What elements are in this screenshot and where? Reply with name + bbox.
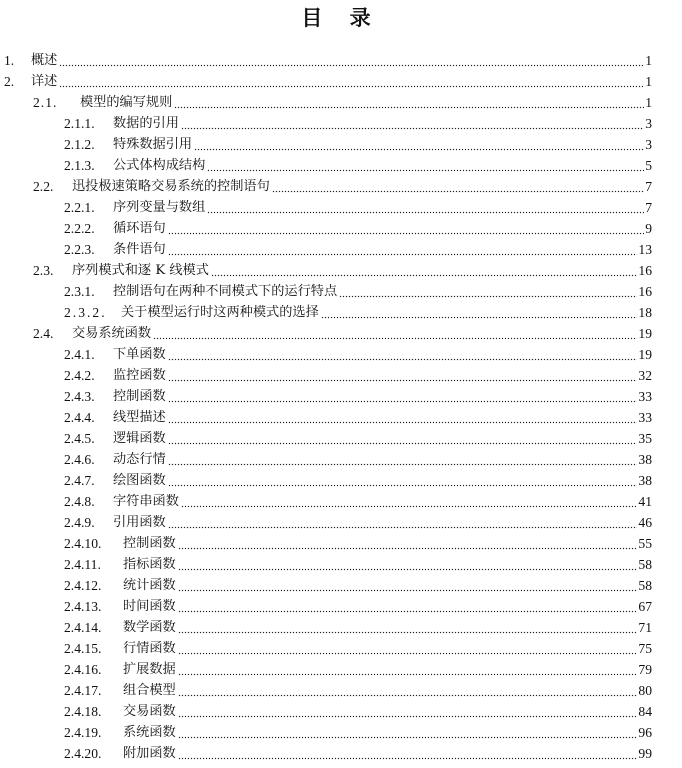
toc-entry-2-4-2[interactable] [64,365,652,385]
entry-number: 2.4.19. [64,725,102,740]
entry-page: 46 [638,515,652,530]
entry-number: 2.4.4. [64,410,95,425]
entry-page: 96 [638,725,652,740]
entry-number: 2.2.3. [64,242,95,257]
toc-entry-2[interactable] [4,71,652,91]
entry-title: 特殊数据引用 [113,137,193,152]
toc-entry-2-3[interactable] [33,260,652,280]
entry-page: 9 [645,221,652,236]
entry-title: 控制语句在两种不同模式下的运行特点 [113,284,338,299]
entry-page: 35 [638,431,652,446]
entry-title: 监控函数 [113,368,166,383]
toc-entry-2-3-2[interactable] [64,302,652,322]
dot-leader [168,421,638,424]
dot-leader [168,442,638,445]
entry-number: 2.2.2. [64,221,95,236]
toc-entry-2-2-2[interactable] [64,218,652,238]
entry-page: 99 [638,746,652,761]
dot-leader [168,379,638,382]
entry-title: 指标函数 [123,557,176,572]
entry-title: 绘图函数 [113,473,166,488]
entry-number: 2.2.1. [64,200,95,215]
entry-title: 交易系统函数 [72,326,152,341]
toc-entry-2-4-16[interactable] [64,659,652,679]
entry-title: 组合模型 [123,683,176,698]
toc-entry-2-1[interactable] [33,92,652,112]
dot-leader [174,106,644,109]
entry-number: 2.4.17. [64,683,102,698]
toc-entry-2-4[interactable] [33,323,652,343]
dot-leader [59,64,644,67]
toc-entry-2-1-1[interactable] [64,113,652,133]
toc-entry-2-4-9[interactable] [64,512,652,532]
toc-entry-2-4-19[interactable] [64,722,652,742]
entry-page: 16 [638,263,652,278]
entry-number: 2.3.2. [64,305,107,320]
dot-leader [168,358,638,361]
dot-leader [153,337,637,340]
entry-number: 2.4.7. [64,473,95,488]
entry-title: 模型的编写规则 [80,95,173,110]
entry-title: 引用函数 [113,515,166,530]
entry-number: 2.4.6. [64,452,95,467]
entry-page: 41 [638,494,652,509]
entry-page: 19 [638,347,652,362]
toc-entry-2-4-11[interactable] [64,554,652,574]
entry-page: 33 [638,410,652,425]
entry-number: 2.4.3. [64,389,95,404]
entry-number: 2.3. [33,263,54,278]
entry-number: 2. [4,74,15,89]
dot-leader [59,85,644,88]
toc-entry-2-2[interactable] [33,176,652,196]
entry-title: 概述 [31,53,58,68]
dot-leader [168,400,638,403]
entry-title: 关于模型运行时这两种模式的选择 [121,305,319,320]
entry-number: 2.4.18. [64,704,102,719]
entry-title: 行情函数 [123,641,176,656]
dot-leader [321,316,638,319]
dot-leader [178,589,638,592]
entry-title: 详述 [31,74,58,89]
entry-title: 序列变量与数组 [113,200,206,215]
entry-number: 2.1.2. [64,137,95,152]
entry-page: 55 [638,536,652,551]
dot-leader [207,169,644,172]
entry-page: 18 [638,305,652,320]
dot-leader [194,148,644,151]
page-title: 目 录 [301,6,381,30]
dot-leader [181,127,644,130]
entry-page: 75 [638,641,652,656]
entry-number: 2.4.1. [64,347,95,362]
entry-page: 33 [638,389,652,404]
dot-leader [181,505,637,508]
entry-number: 2.4.8. [64,494,95,509]
toc-entry-2-4-3[interactable] [64,386,652,406]
toc-entry-2-4-18[interactable] [64,701,652,721]
toc-entry-2-2-3[interactable] [64,239,652,259]
entry-number: 2.4.5. [64,431,95,446]
entry-page: 32 [638,368,652,383]
toc-entry-2-1-2[interactable] [64,134,652,154]
entry-page: 38 [638,473,652,488]
entry-title: 序列模式和逐 K 线模式 [72,263,209,278]
entry-number: 2.1. [33,95,58,110]
dot-leader [211,274,637,277]
toc-entry-2-4-17[interactable] [64,680,652,700]
dot-leader [339,295,637,298]
entry-number: 2.4.9. [64,515,95,530]
dot-leader [168,484,638,487]
toc-entry-2-4-4[interactable] [64,407,652,427]
entry-number: 2.4.20. [64,746,102,761]
entry-title: 控制函数 [123,536,176,551]
entry-title: 条件语句 [113,242,166,257]
entry-number: 2.4.16. [64,662,102,677]
entry-number: 2.4.15. [64,641,102,656]
entry-title: 附加函数 [123,746,176,761]
entry-title: 数学函数 [123,620,176,635]
entry-page: 19 [638,326,652,341]
toc-entry-2-4-1[interactable] [64,344,652,364]
entry-number: 2.3.1. [64,284,95,299]
toc-entry-2-4-14[interactable] [64,617,652,637]
dot-leader [168,253,638,256]
entry-title: 公式体构成结构 [113,158,206,173]
toc-entry-2-4-7[interactable] [64,470,652,490]
entry-page: 80 [638,683,652,698]
toc-entry-2-4-5[interactable] [64,428,652,448]
entry-page: 58 [638,557,652,572]
entry-title: 迅投极速策略交易系统的控制语句 [72,179,270,194]
entry-page: 38 [638,452,652,467]
entry-page: 5 [645,158,652,173]
entry-number: 2.4.14. [64,620,102,635]
dot-leader [178,694,638,697]
toc-entry-2-4-6[interactable] [64,449,652,469]
entry-page: 1 [645,95,652,110]
dot-leader [178,736,638,739]
dot-leader [178,547,638,550]
entry-number: 2.4. [33,326,54,341]
dot-leader [272,190,644,193]
entry-title: 数据的引用 [113,116,179,131]
dot-leader [178,568,638,571]
dot-leader [207,211,644,214]
entry-title: 统计函数 [123,578,176,593]
dot-leader [168,232,644,235]
toc-entry-2-3-1[interactable] [64,281,652,301]
dot-leader [178,757,638,760]
entry-number: 2.1.1. [64,116,95,131]
toc-entry-2-1-3[interactable] [64,155,652,175]
entry-number: 1. [4,53,15,68]
entry-title: 循环语句 [113,221,166,236]
entry-number: 2.4.13. [64,599,102,614]
dot-leader [168,463,638,466]
entry-page: 3 [645,137,652,152]
toc-entry-2-4-15[interactable] [64,638,652,658]
entry-page: 16 [638,284,652,299]
dot-leader [178,631,638,634]
entry-title: 下单函数 [113,347,166,362]
entry-number: 2.4.12. [64,578,102,593]
entry-title: 线型描述 [113,410,166,425]
dot-leader [168,526,638,529]
entry-number: 2.4.11. [64,557,101,572]
entry-number: 2.4.2. [64,368,95,383]
dot-leader [178,610,638,613]
toc-entry-2-4-10[interactable] [64,533,652,553]
entry-page: 58 [638,578,652,593]
entry-number: 2.4.10. [64,536,102,551]
entry-title: 系统函数 [123,725,176,740]
entry-page: 7 [645,200,652,215]
toc-entry-2-4-8[interactable] [64,491,652,511]
entry-page: 7 [645,179,652,194]
dot-leader [178,715,638,718]
toc-entry-2-4-12[interactable] [64,575,652,595]
entry-page: 71 [638,620,652,635]
toc-entry-2-2-1[interactable] [64,197,652,217]
toc-entry-2-4-20[interactable] [64,743,652,763]
entry-title: 交易函数 [123,704,176,719]
entry-title: 动态行情 [113,452,166,467]
entry-page: 1 [645,53,652,68]
entry-page: 79 [638,662,652,677]
entry-title: 扩展数据 [123,662,176,677]
entry-number: 2.2. [33,179,54,194]
entry-title: 字符串函数 [113,494,179,509]
entry-page: 67 [638,599,652,614]
entry-title: 逻辑函数 [113,431,166,446]
entry-title: 时间函数 [123,599,176,614]
entry-page: 84 [638,704,652,719]
entry-page: 1 [645,74,652,89]
dot-leader [178,673,638,676]
entry-page: 13 [638,242,652,257]
entry-page: 3 [645,116,652,131]
entry-title: 控制函数 [113,389,166,404]
dot-leader [178,652,638,655]
toc-entry-1[interactable] [4,50,652,70]
entry-number: 2.1.3. [64,158,95,173]
toc-entry-2-4-13[interactable] [64,596,652,616]
